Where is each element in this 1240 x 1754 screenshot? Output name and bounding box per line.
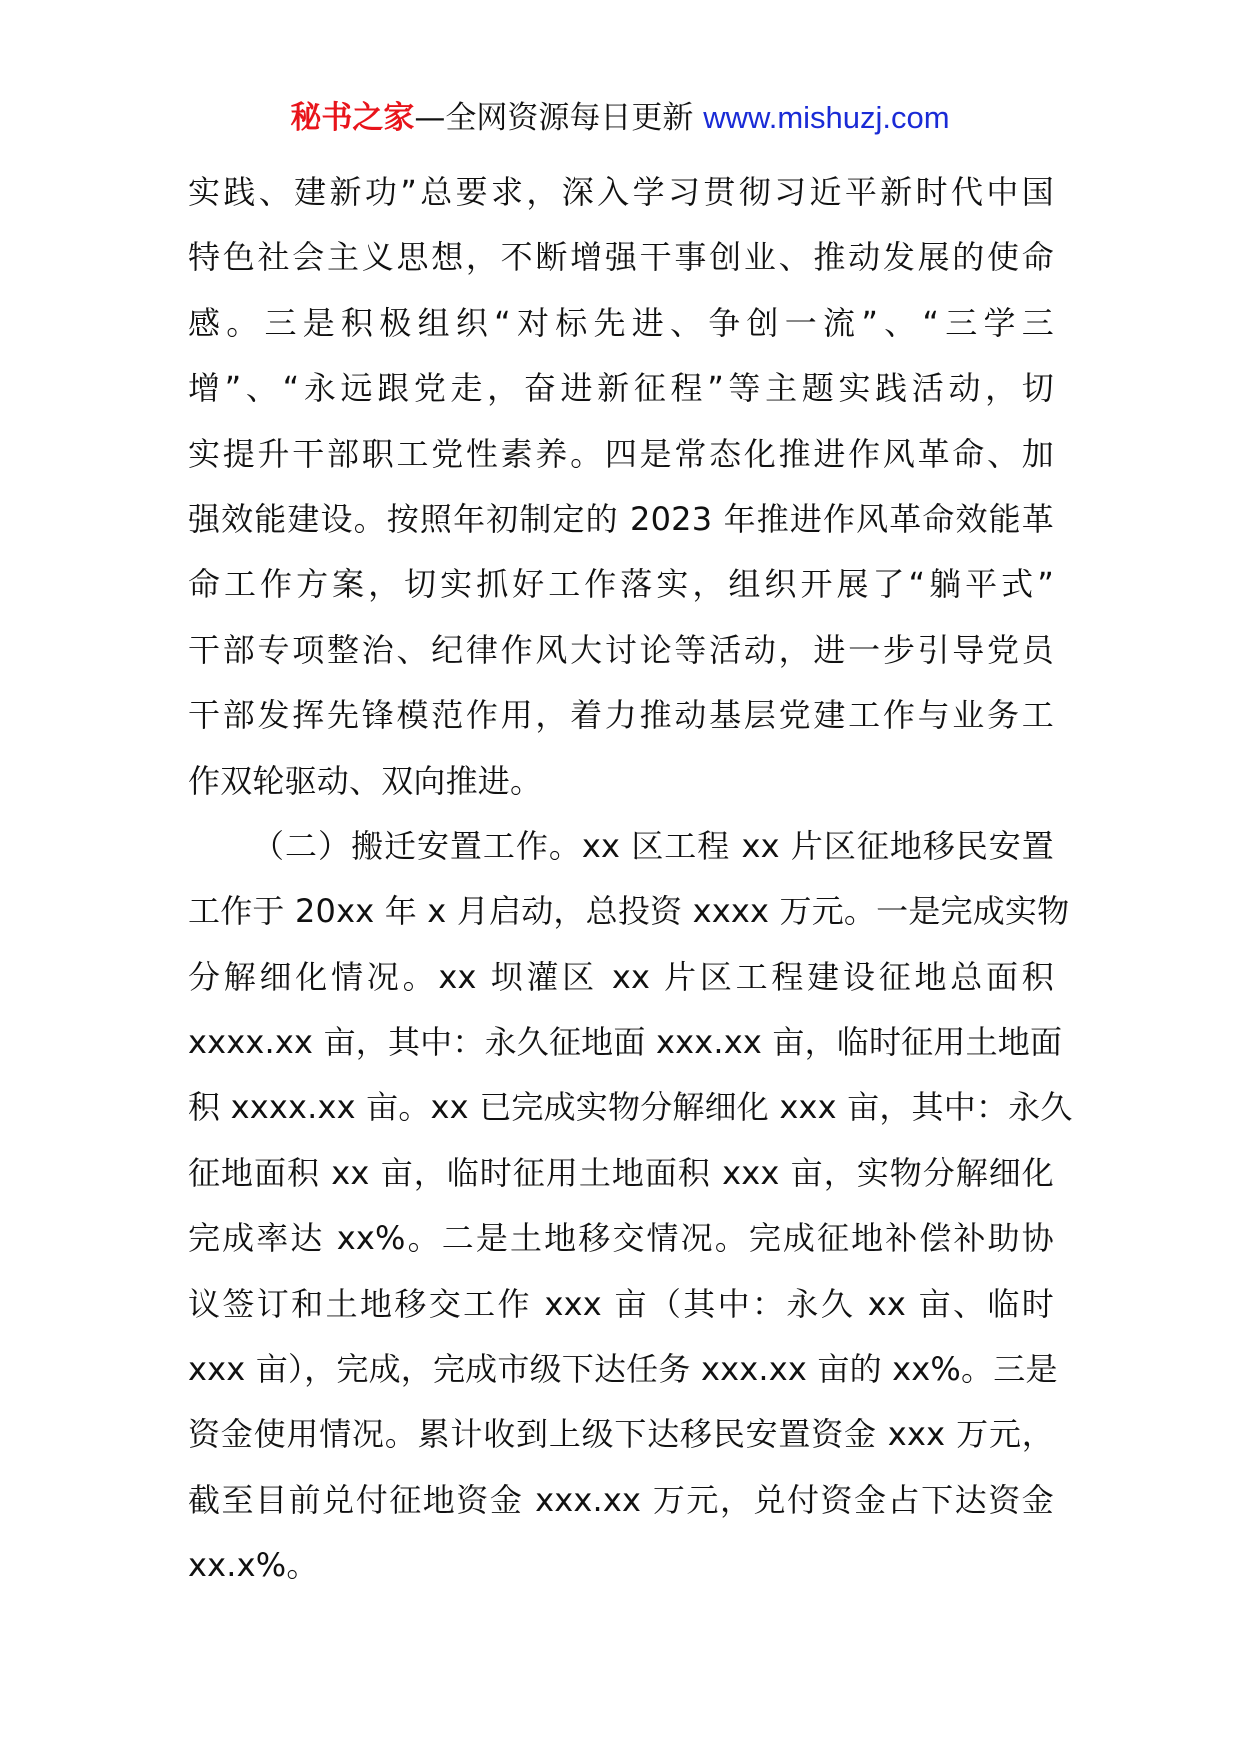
text-line: 特色社会主义思想，不断增强干事创业、推动发展的使命 xyxy=(188,238,1054,277)
text-line: xxx 亩），完成，完成市级下达任务 xxx.xx 亩的 xx%。三是 xyxy=(188,1350,1058,1389)
website-link[interactable]: www.mishuzj.com xyxy=(703,100,950,135)
section-heading-line: （二）搬迁安置工作。xx 区工程 xx 片区征地移民安置 xyxy=(252,826,1054,865)
text-line: 增”、“永远跟党走，奋进新征程”等主题实践活动，切 xyxy=(188,369,1054,408)
text-line: 感。三是积极组织“对标先进、争创一流”、“三学三 xyxy=(188,303,1054,342)
text-line: 征地面积 xx 亩，临时征用土地面积 xxx 亩，实物分解细化 xyxy=(188,1153,1054,1192)
text-line: 干部发挥先锋模范作用，着力推动基层党建工作与业务工 xyxy=(188,696,1054,735)
text-line: 分解细化情况。xx 坝灌区 xx 片区工程建设征地总面积 xyxy=(188,957,1054,996)
text-line: 资金使用情况。累计收到上级下达移民安置资金 xxx 万元， xyxy=(188,1415,1054,1454)
paragraph-end-line: 作双轮驱动、双向推进。 xyxy=(188,761,543,800)
text-line: 截至目前兑付征地资金 xxx.xx 万元，兑付资金占下达资金 xyxy=(188,1480,1054,1519)
header-tagline: —全网资源每日更新 xyxy=(414,100,704,136)
text-line: 强效能建设。按照年初制定的 2023 年推进作风革命效能革 xyxy=(188,499,1054,538)
text-line: 实提升干部职工党性素养。四是常态化推进作风革命、加 xyxy=(188,434,1054,473)
text-line: xxxx.xx 亩，其中：永久征地面 xxx.xx 亩，临时征用土地面 xyxy=(188,1023,1063,1062)
document-body xyxy=(188,160,1073,1599)
page-header xyxy=(0,98,1240,138)
text-line: 议签订和土地移交工作 xxx 亩（其中：永久 xx 亩、临时 xyxy=(188,1284,1054,1323)
text-line: 工作于 20xx 年 x 月启动，总投资 xxxx 万元。一是完成实物 xyxy=(188,892,1070,931)
text-line: 干部专项整治、纪律作风大讨论等活动，进一步引导党员 xyxy=(188,630,1054,669)
brand-name: 秘书之家 xyxy=(290,100,415,136)
paragraph-end-line: xx.x%。 xyxy=(188,1546,319,1585)
text-line: 完成率达 xx%。二是土地移交情况。完成征地补偿补助协 xyxy=(188,1219,1054,1258)
text-line: 命工作方案，切实抓好工作落实，组织开展了“躺平式” xyxy=(188,565,1054,604)
text-line: 积 xxxx.xx 亩。xx 已完成实物分解细化 xxx 亩，其中：永久 xyxy=(188,1088,1073,1127)
text-line: 实践、建新功”总要求，深入学习贯彻习近平新时代中国 xyxy=(188,173,1054,211)
